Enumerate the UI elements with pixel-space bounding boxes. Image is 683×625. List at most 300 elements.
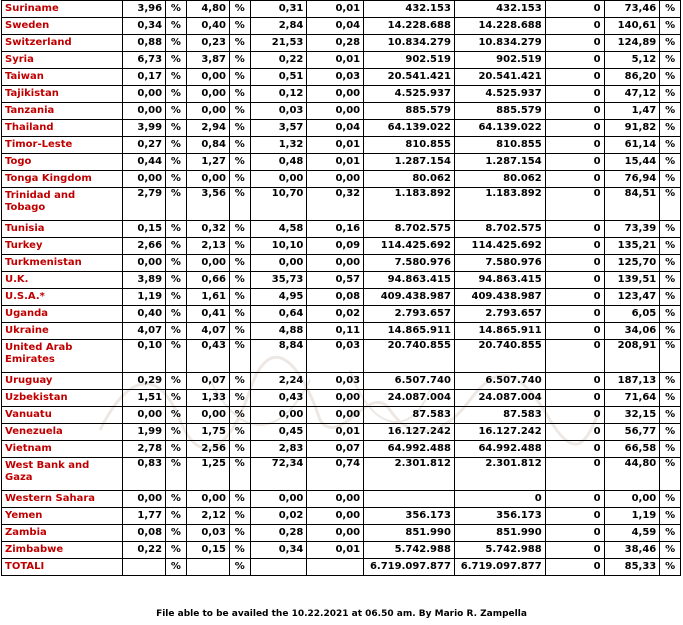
count-value-1-cell: 80.062 bbox=[364, 171, 455, 188]
percent-value-3-cell: 0,00 bbox=[250, 255, 307, 272]
count-value-3-cell: 0 bbox=[545, 69, 604, 86]
country-name-cell: Vanuatu bbox=[2, 407, 123, 424]
percent-value-2-cell: 0,00 bbox=[186, 491, 229, 508]
percent-value-4-cell: 0,57 bbox=[307, 272, 364, 289]
count-value-3-cell: 0 bbox=[545, 238, 604, 255]
count-value-3-cell: 0 bbox=[545, 424, 604, 441]
ratio-value-cell: 139,51 bbox=[604, 272, 660, 289]
percent-symbol-cell: % bbox=[230, 52, 251, 69]
percent-symbol-cell: % bbox=[660, 69, 681, 86]
percent-symbol-cell: % bbox=[166, 52, 187, 69]
percent-value-3-cell: 0,00 bbox=[250, 407, 307, 424]
table-row bbox=[2, 154, 681, 171]
percent-symbol-cell: % bbox=[166, 120, 187, 137]
percent-symbol-cell: % bbox=[166, 86, 187, 103]
ratio-value-cell: 1,47 bbox=[604, 103, 660, 120]
count-value-1-cell: 885.579 bbox=[364, 103, 455, 120]
percent-symbol-cell: % bbox=[230, 103, 251, 120]
country-name-cell: Sweden bbox=[2, 18, 123, 35]
percent-symbol-cell: % bbox=[660, 35, 681, 52]
percent-value-3-cell: 0,34 bbox=[250, 542, 307, 559]
count-value-2-cell: 432.153 bbox=[454, 1, 545, 18]
count-value-3-cell: 0 bbox=[545, 323, 604, 340]
country-name-cell: West Bank and Gaza bbox=[2, 458, 123, 491]
percent-symbol-cell: % bbox=[660, 373, 681, 390]
percent-symbol-cell: % bbox=[166, 272, 187, 289]
count-value-1-cell: 87.583 bbox=[364, 407, 455, 424]
percent-symbol-cell: % bbox=[660, 255, 681, 272]
percent-value-3-cell: 35,73 bbox=[250, 272, 307, 289]
percent-value-1-cell: 0,08 bbox=[122, 525, 165, 542]
percent-value-3-cell: 0,00 bbox=[250, 491, 307, 508]
country-name-cell: Vietnam bbox=[2, 441, 123, 458]
percent-value-3-cell: 4,58 bbox=[250, 221, 307, 238]
percent-value-1-cell: 1,99 bbox=[122, 424, 165, 441]
count-value-3-cell: 0 bbox=[545, 373, 604, 390]
count-value-1-cell: 432.153 bbox=[364, 1, 455, 18]
percent-value-1-cell: 0,83 bbox=[122, 458, 165, 491]
percent-value-2-cell: 2,13 bbox=[186, 238, 229, 255]
table-row bbox=[2, 559, 681, 576]
percent-value-4-cell: 0,02 bbox=[307, 306, 364, 323]
percent-symbol-cell: % bbox=[660, 441, 681, 458]
percent-symbol-cell: % bbox=[660, 525, 681, 542]
percent-symbol-cell: % bbox=[230, 86, 251, 103]
percent-value-2-cell: 0,43 bbox=[186, 340, 229, 373]
count-value-3-cell: 0 bbox=[545, 188, 604, 221]
country-name-cell: Venezuela bbox=[2, 424, 123, 441]
percent-value-1-cell: 0,00 bbox=[122, 171, 165, 188]
percent-symbol-cell: % bbox=[230, 424, 251, 441]
count-value-2-cell: 851.990 bbox=[454, 525, 545, 542]
percent-value-4-cell: 0,01 bbox=[307, 542, 364, 559]
count-value-1-cell: 10.834.279 bbox=[364, 35, 455, 52]
percent-symbol-cell: % bbox=[230, 441, 251, 458]
count-value-3-cell: 0 bbox=[545, 525, 604, 542]
count-value-2-cell: 5.742.988 bbox=[454, 542, 545, 559]
table-row bbox=[2, 137, 681, 154]
count-value-2-cell: 4.525.937 bbox=[454, 86, 545, 103]
count-value-2-cell: 14.865.911 bbox=[454, 323, 545, 340]
table-row bbox=[2, 525, 681, 542]
ratio-value-cell: 6,05 bbox=[604, 306, 660, 323]
country-name-cell: Uganda bbox=[2, 306, 123, 323]
count-value-3-cell: 0 bbox=[545, 154, 604, 171]
ratio-value-cell: 0,00 bbox=[604, 491, 660, 508]
country-name-cell: United Arab Emirates bbox=[2, 340, 123, 373]
percent-value-2-cell: 0,07 bbox=[186, 373, 229, 390]
percent-value-4-cell: 0,28 bbox=[307, 35, 364, 52]
percent-symbol-cell: % bbox=[230, 340, 251, 373]
percent-symbol-cell: % bbox=[166, 491, 187, 508]
count-value-1-cell: 24.087.004 bbox=[364, 390, 455, 407]
count-value-3-cell: 0 bbox=[545, 289, 604, 306]
percent-value-4-cell: 0,00 bbox=[307, 103, 364, 120]
percent-value-4-cell: 0,03 bbox=[307, 69, 364, 86]
percent-value-4-cell: 0,16 bbox=[307, 221, 364, 238]
percent-symbol-cell: % bbox=[660, 188, 681, 221]
percent-value-1-cell: 0,00 bbox=[122, 491, 165, 508]
country-name-cell: Uruguay bbox=[2, 373, 123, 390]
ratio-value-cell: 56,77 bbox=[604, 424, 660, 441]
percent-symbol-cell: % bbox=[166, 542, 187, 559]
count-value-1-cell: 1.183.892 bbox=[364, 188, 455, 221]
ratio-value-cell: 91,82 bbox=[604, 120, 660, 137]
ratio-value-cell: 32,15 bbox=[604, 407, 660, 424]
ratio-value-cell: 208,91 bbox=[604, 340, 660, 373]
percent-symbol-cell: % bbox=[230, 306, 251, 323]
percent-value-1-cell: 0,88 bbox=[122, 35, 165, 52]
percent-symbol-cell: % bbox=[660, 18, 681, 35]
percent-value-4-cell: 0,00 bbox=[307, 491, 364, 508]
ratio-value-cell: 38,46 bbox=[604, 542, 660, 559]
count-value-1-cell: 356.173 bbox=[364, 508, 455, 525]
percent-value-1-cell: 4,07 bbox=[122, 323, 165, 340]
percent-value-3-cell: 0,31 bbox=[250, 1, 307, 18]
count-value-2-cell: 2.793.657 bbox=[454, 306, 545, 323]
percent-symbol-cell: % bbox=[166, 289, 187, 306]
percent-value-1-cell: 1,77 bbox=[122, 508, 165, 525]
data-sheet bbox=[1, 0, 681, 576]
count-value-3-cell: 0 bbox=[545, 407, 604, 424]
percent-symbol-cell: % bbox=[166, 458, 187, 491]
percent-value-2-cell: 1,75 bbox=[186, 424, 229, 441]
table-row bbox=[2, 458, 681, 491]
percent-value-2-cell: 2,56 bbox=[186, 441, 229, 458]
percent-value-1-cell: 0,00 bbox=[122, 86, 165, 103]
count-value-2-cell: 114.425.692 bbox=[454, 238, 545, 255]
count-value-2-cell: 885.579 bbox=[454, 103, 545, 120]
country-name-cell: U.S.A.* bbox=[2, 289, 123, 306]
ratio-value-cell: 76,94 bbox=[604, 171, 660, 188]
percent-value-3-cell: 21,53 bbox=[250, 35, 307, 52]
ratio-value-cell: 86,20 bbox=[604, 69, 660, 86]
percent-value-2-cell: 0,23 bbox=[186, 35, 229, 52]
percent-value-4-cell: 0,11 bbox=[307, 323, 364, 340]
table-row bbox=[2, 542, 681, 559]
count-value-1-cell: 902.519 bbox=[364, 52, 455, 69]
country-name-cell: Togo bbox=[2, 154, 123, 171]
percent-symbol-cell: % bbox=[166, 390, 187, 407]
percent-symbol-cell: % bbox=[230, 407, 251, 424]
percent-value-4-cell: 0,03 bbox=[307, 373, 364, 390]
percent-value-3-cell: 8,84 bbox=[250, 340, 307, 373]
percent-value-3-cell: 4,88 bbox=[250, 323, 307, 340]
ratio-value-cell: 44,80 bbox=[604, 458, 660, 491]
percent-value-1-cell: 3,89 bbox=[122, 272, 165, 289]
count-value-2-cell: 10.834.279 bbox=[454, 35, 545, 52]
count-value-3-cell: 0 bbox=[545, 491, 604, 508]
country-name-cell: Zambia bbox=[2, 525, 123, 542]
count-value-2-cell: 16.127.242 bbox=[454, 424, 545, 441]
percent-value-3-cell: 0,03 bbox=[250, 103, 307, 120]
percent-symbol-cell: % bbox=[660, 508, 681, 525]
percent-symbol-cell: % bbox=[166, 238, 187, 255]
table-row bbox=[2, 221, 681, 238]
percent-value-3-cell: 0,64 bbox=[250, 306, 307, 323]
percent-symbol-cell: % bbox=[660, 424, 681, 441]
percent-symbol-cell: % bbox=[230, 154, 251, 171]
count-value-2-cell: 810.855 bbox=[454, 137, 545, 154]
percent-symbol-cell: % bbox=[230, 188, 251, 221]
percent-value-2-cell: 0,00 bbox=[186, 171, 229, 188]
percent-symbol-cell: % bbox=[166, 221, 187, 238]
table-row bbox=[2, 424, 681, 441]
table-row bbox=[2, 407, 681, 424]
count-value-2-cell: 64.992.488 bbox=[454, 441, 545, 458]
percent-value-3-cell bbox=[250, 559, 307, 576]
ratio-value-cell: 125,70 bbox=[604, 255, 660, 272]
table-row bbox=[2, 508, 681, 525]
count-value-3-cell: 0 bbox=[545, 52, 604, 69]
percent-symbol-cell: % bbox=[660, 306, 681, 323]
country-name-cell: TOTALI bbox=[2, 559, 123, 576]
percent-symbol-cell: % bbox=[660, 272, 681, 289]
percent-symbol-cell: % bbox=[230, 35, 251, 52]
count-value-1-cell: 64.139.022 bbox=[364, 120, 455, 137]
ratio-value-cell: 85,33 bbox=[604, 559, 660, 576]
percent-value-4-cell: 0,04 bbox=[307, 120, 364, 137]
country-name-cell: Yemen bbox=[2, 508, 123, 525]
count-value-3-cell: 0 bbox=[545, 306, 604, 323]
percent-symbol-cell: % bbox=[660, 289, 681, 306]
table-row bbox=[2, 441, 681, 458]
percent-value-4-cell: 0,00 bbox=[307, 390, 364, 407]
percent-value-2-cell: 0,00 bbox=[186, 69, 229, 86]
table-row bbox=[2, 52, 681, 69]
ratio-value-cell: 5,12 bbox=[604, 52, 660, 69]
ratio-value-cell: 123,47 bbox=[604, 289, 660, 306]
table-row bbox=[2, 306, 681, 323]
ratio-value-cell: 66,58 bbox=[604, 441, 660, 458]
percent-symbol-cell: % bbox=[230, 238, 251, 255]
table-row bbox=[2, 103, 681, 120]
percent-value-4-cell bbox=[307, 559, 364, 576]
percent-symbol-cell: % bbox=[230, 559, 251, 576]
percent-symbol-cell: % bbox=[660, 137, 681, 154]
percent-value-4-cell: 0,09 bbox=[307, 238, 364, 255]
percent-value-2-cell bbox=[186, 559, 229, 576]
count-value-3-cell: 0 bbox=[545, 103, 604, 120]
table-row bbox=[2, 171, 681, 188]
table-row bbox=[2, 272, 681, 289]
percent-symbol-cell: % bbox=[166, 323, 187, 340]
percent-value-4-cell: 0,04 bbox=[307, 18, 364, 35]
percent-symbol-cell: % bbox=[166, 154, 187, 171]
country-name-cell: Ukraine bbox=[2, 323, 123, 340]
percent-value-4-cell: 0,00 bbox=[307, 86, 364, 103]
percent-symbol-cell: % bbox=[230, 221, 251, 238]
count-value-2-cell: 0 bbox=[454, 491, 545, 508]
percent-symbol-cell: % bbox=[660, 238, 681, 255]
percent-value-2-cell: 1,27 bbox=[186, 154, 229, 171]
count-value-2-cell: 1.183.892 bbox=[454, 188, 545, 221]
count-value-3-cell: 0 bbox=[545, 1, 604, 18]
percent-symbol-cell: % bbox=[660, 103, 681, 120]
count-value-1-cell bbox=[364, 491, 455, 508]
percent-value-3-cell: 10,70 bbox=[250, 188, 307, 221]
percent-symbol-cell: % bbox=[166, 441, 187, 458]
percent-value-3-cell: 2,83 bbox=[250, 441, 307, 458]
country-name-cell: Switzerland bbox=[2, 35, 123, 52]
count-value-1-cell: 20.740.855 bbox=[364, 340, 455, 373]
percent-symbol-cell: % bbox=[660, 323, 681, 340]
percent-value-2-cell: 3,56 bbox=[186, 188, 229, 221]
percent-value-3-cell: 1,32 bbox=[250, 137, 307, 154]
count-value-1-cell: 14.865.911 bbox=[364, 323, 455, 340]
table-row bbox=[2, 1, 681, 18]
table-row bbox=[2, 491, 681, 508]
count-value-3-cell: 0 bbox=[545, 559, 604, 576]
percent-symbol-cell: % bbox=[230, 458, 251, 491]
percent-value-1-cell bbox=[122, 559, 165, 576]
percent-value-2-cell: 0,00 bbox=[186, 86, 229, 103]
percent-symbol-cell: % bbox=[230, 289, 251, 306]
percent-symbol-cell: % bbox=[166, 171, 187, 188]
percent-value-4-cell: 0,01 bbox=[307, 52, 364, 69]
percent-value-2-cell: 0,00 bbox=[186, 407, 229, 424]
ratio-value-cell: 61,14 bbox=[604, 137, 660, 154]
percent-value-1-cell: 0,44 bbox=[122, 154, 165, 171]
count-value-1-cell: 20.541.421 bbox=[364, 69, 455, 86]
ratio-value-cell: 71,64 bbox=[604, 390, 660, 407]
percent-value-1-cell: 0,34 bbox=[122, 18, 165, 35]
percent-symbol-cell: % bbox=[230, 255, 251, 272]
count-value-3-cell: 0 bbox=[545, 272, 604, 289]
percent-symbol-cell: % bbox=[230, 272, 251, 289]
count-value-3-cell: 0 bbox=[545, 221, 604, 238]
percent-symbol-cell: % bbox=[230, 508, 251, 525]
percent-value-2-cell: 0,40 bbox=[186, 18, 229, 35]
percent-symbol-cell: % bbox=[230, 171, 251, 188]
count-value-2-cell: 20.541.421 bbox=[454, 69, 545, 86]
ratio-value-cell: 73,39 bbox=[604, 221, 660, 238]
count-value-1-cell: 1.287.154 bbox=[364, 154, 455, 171]
percent-symbol-cell: % bbox=[230, 323, 251, 340]
percent-value-3-cell: 72,34 bbox=[250, 458, 307, 491]
count-value-2-cell: 6.507.740 bbox=[454, 373, 545, 390]
count-value-1-cell: 810.855 bbox=[364, 137, 455, 154]
count-value-2-cell: 2.301.812 bbox=[454, 458, 545, 491]
table-row bbox=[2, 255, 681, 272]
percent-symbol-cell: % bbox=[166, 35, 187, 52]
ratio-value-cell: 4,59 bbox=[604, 525, 660, 542]
count-value-1-cell: 16.127.242 bbox=[364, 424, 455, 441]
percent-symbol-cell: % bbox=[230, 491, 251, 508]
percent-value-3-cell: 2,84 bbox=[250, 18, 307, 35]
percent-symbol-cell: % bbox=[166, 18, 187, 35]
percent-symbol-cell: % bbox=[660, 407, 681, 424]
percent-value-4-cell: 0,00 bbox=[307, 407, 364, 424]
percent-value-1-cell: 0,15 bbox=[122, 221, 165, 238]
percent-value-1-cell: 0,27 bbox=[122, 137, 165, 154]
percent-symbol-cell: % bbox=[166, 69, 187, 86]
percent-symbol-cell: % bbox=[166, 1, 187, 18]
country-name-cell: Western Sahara bbox=[2, 491, 123, 508]
percent-value-2-cell: 2,94 bbox=[186, 120, 229, 137]
percent-symbol-cell: % bbox=[660, 559, 681, 576]
ratio-value-cell: 15,44 bbox=[604, 154, 660, 171]
percent-value-2-cell: 0,32 bbox=[186, 221, 229, 238]
percent-symbol-cell: % bbox=[230, 1, 251, 18]
percent-value-2-cell: 4,80 bbox=[186, 1, 229, 18]
count-value-1-cell: 6.719.097.877 bbox=[364, 559, 455, 576]
percent-value-3-cell: 3,57 bbox=[250, 120, 307, 137]
percent-value-4-cell: 0,74 bbox=[307, 458, 364, 491]
count-value-1-cell: 8.702.575 bbox=[364, 221, 455, 238]
percent-value-4-cell: 0,32 bbox=[307, 188, 364, 221]
percent-value-2-cell: 0,66 bbox=[186, 272, 229, 289]
percent-value-4-cell: 0,01 bbox=[307, 1, 364, 18]
count-value-3-cell: 0 bbox=[545, 390, 604, 407]
ratio-value-cell: 140,61 bbox=[604, 18, 660, 35]
percent-symbol-cell: % bbox=[230, 137, 251, 154]
percent-symbol-cell: % bbox=[166, 103, 187, 120]
count-value-2-cell: 7.580.976 bbox=[454, 255, 545, 272]
ratio-value-cell: 34,06 bbox=[604, 323, 660, 340]
percent-value-1-cell: 2,78 bbox=[122, 441, 165, 458]
percent-symbol-cell: % bbox=[166, 559, 187, 576]
percent-value-2-cell: 3,87 bbox=[186, 52, 229, 69]
ratio-value-cell: 187,13 bbox=[604, 373, 660, 390]
table-row bbox=[2, 289, 681, 306]
table-row bbox=[2, 238, 681, 255]
count-value-3-cell: 0 bbox=[545, 255, 604, 272]
count-value-1-cell: 2.301.812 bbox=[364, 458, 455, 491]
count-value-1-cell: 851.990 bbox=[364, 525, 455, 542]
percent-symbol-cell: % bbox=[230, 69, 251, 86]
percent-symbol-cell: % bbox=[166, 407, 187, 424]
count-value-2-cell: 87.583 bbox=[454, 407, 545, 424]
ratio-value-cell: 73,46 bbox=[604, 1, 660, 18]
count-value-3-cell: 0 bbox=[545, 86, 604, 103]
percent-value-1-cell: 0,00 bbox=[122, 255, 165, 272]
count-value-1-cell: 2.793.657 bbox=[364, 306, 455, 323]
count-value-1-cell: 14.228.688 bbox=[364, 18, 455, 35]
count-value-2-cell: 64.139.022 bbox=[454, 120, 545, 137]
percent-value-4-cell: 0,08 bbox=[307, 289, 364, 306]
count-value-2-cell: 24.087.004 bbox=[454, 390, 545, 407]
percent-symbol-cell: % bbox=[230, 390, 251, 407]
percent-symbol-cell: % bbox=[660, 154, 681, 171]
percent-value-4-cell: 0,00 bbox=[307, 171, 364, 188]
count-value-3-cell: 0 bbox=[545, 508, 604, 525]
percent-value-1-cell: 2,66 bbox=[122, 238, 165, 255]
percent-symbol-cell: % bbox=[660, 171, 681, 188]
count-value-2-cell: 94.863.415 bbox=[454, 272, 545, 289]
percent-value-1-cell: 6,73 bbox=[122, 52, 165, 69]
table-row bbox=[2, 18, 681, 35]
percent-value-2-cell: 0,15 bbox=[186, 542, 229, 559]
count-value-3-cell: 0 bbox=[545, 340, 604, 373]
percent-symbol-cell: % bbox=[660, 86, 681, 103]
percent-value-4-cell: 0,00 bbox=[307, 508, 364, 525]
percent-value-2-cell: 0,00 bbox=[186, 103, 229, 120]
country-name-cell: Trinidad and Tobago bbox=[2, 188, 123, 221]
count-value-1-cell: 6.507.740 bbox=[364, 373, 455, 390]
count-value-1-cell: 94.863.415 bbox=[364, 272, 455, 289]
table-row bbox=[2, 86, 681, 103]
percent-symbol-cell: % bbox=[230, 525, 251, 542]
ratio-value-cell: 1,19 bbox=[604, 508, 660, 525]
percent-value-3-cell: 0,51 bbox=[250, 69, 307, 86]
count-value-2-cell: 80.062 bbox=[454, 171, 545, 188]
percent-symbol-cell: % bbox=[166, 525, 187, 542]
percent-value-2-cell: 4,07 bbox=[186, 323, 229, 340]
percent-value-3-cell: 4,95 bbox=[250, 289, 307, 306]
percent-symbol-cell: % bbox=[660, 1, 681, 18]
country-name-cell: Tanzania bbox=[2, 103, 123, 120]
